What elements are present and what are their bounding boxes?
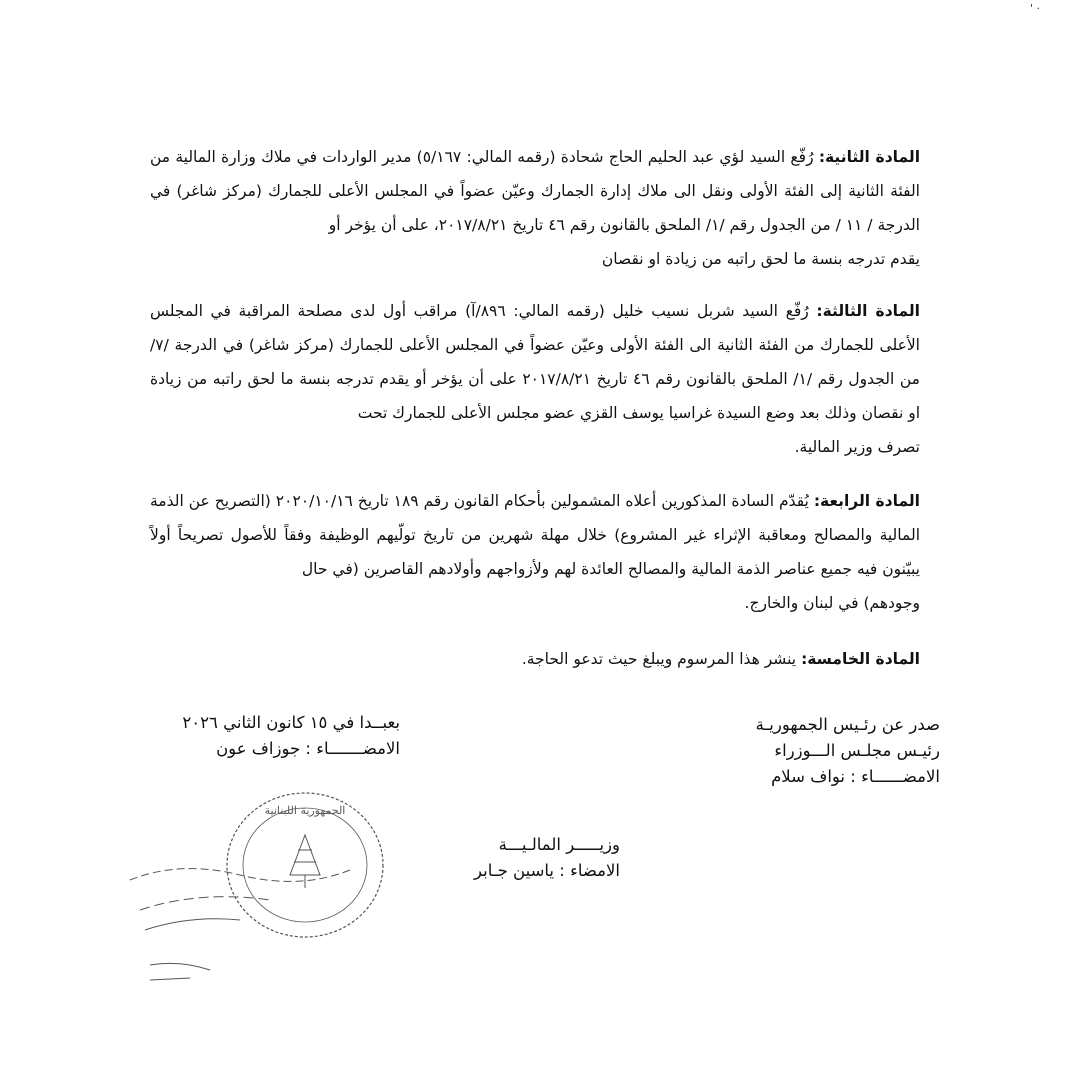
article-fifth-text: ينشر هذا المرسوم ويبلغ حيث تدعو الحاجة.	[521, 650, 797, 668]
signature-pm-title: رئيـس مجلـس الـــوزراء	[774, 741, 940, 760]
signature-pm-name: الامضــــــاء : نواف سلام	[771, 767, 940, 786]
signature-finance-name: الامضاء : ياسين جـابر	[474, 861, 620, 880]
article-third-last-line: تصرف وزير المالية.	[794, 438, 920, 456]
signature-finance-minister	[420, 832, 620, 884]
article-second-text: رُفّع السيد لؤي عبد الحليم الحاج شحادة (رقمه المالي: ٥/١٦٧) مدير الواردات في ملاك وزارة المالية من الفئة الثانية إلى الفئة الأولى ونقل الى ملاك إدارة الجمارك وعيّن عضواً في المجلس الأعلى للجمارك (مركز شاغر) في الدرجة / ١١ / من الجدول رقم /١/ الملحق بالقانون رقم ٤٦ تاريخ ٢٠١٧/٨/٢١، على أن يؤخر أو	[150, 148, 920, 234]
article-fourth	[150, 484, 920, 620]
page-corner-mark: ' ·	[1030, 2, 1041, 15]
article-fifth-title: المادة الخامسة:	[801, 650, 920, 668]
article-third-text: رُفّع السيد شربل نسيب خليل (رقمه المالي: ٨٩٦/آ) مراقب أول لدى مصلحة المراقبة في المجلس الأعلى للجمارك من الفئة الثانية الى الفئة الأولى وعيّن عضواً في المجلس الأعلى للجمارك (مركز شاغر) في الدرجة /٧/ من الجدول رقم /١/ الملحق بالقانون رقم ٤٦ تاريخ ٢٠١٧/٨/٢١ على أن يؤخر أو يقدم تدرجه بنسة ما لحق راتبه من زيادة او نقصان وذلك بعد وضع السيدة غراسيا يوسف القزي عضو مجلس الأعلى للجمارك تحت	[150, 302, 920, 422]
article-fifth	[150, 642, 920, 676]
article-second	[150, 140, 920, 276]
article-third	[150, 294, 920, 464]
signature-prime-minister	[690, 712, 940, 790]
article-second-last-line: يقدم تدرجه بنسة ما لحق راتبه من زيادة او نقصان	[601, 250, 920, 268]
signature-president	[140, 710, 400, 762]
article-third-title: المادة الثالثة:	[816, 302, 920, 320]
signature-president-place-date: بعبــدا في ١٥ كانون الثاني ٢٠٢٦	[182, 713, 400, 732]
article-second-title: المادة الثانية:	[818, 148, 921, 166]
article-fourth-text: يُقدّم السادة المذكورين أعلاه المشمولين بأحكام القانون رقم ١٨٩ تاريخ ٢٠٢٠/١٠/١٦ (التصريح عن الذمة المالية والمصالح ومعاقبة الإثراء غير المشروع) خلال مهلة شهرين من تاريخ تولّيهم الوظيفة وفقاً للأصول تصريحاً أولاً يبيّنون فيه جميع عناصر الذمة المالية والمصالح العائدة لهم ولأزواجهم وأولادهم القاصرين (في حال	[150, 492, 920, 578]
article-fourth-title: المادة الرابعة:	[813, 492, 920, 510]
seal-inscription: الجمهورية اللبنانية	[264, 804, 346, 817]
signature-issued-by: صدر عن رئـيس الجمهوريـة	[755, 715, 940, 734]
signature-finance-title: وزيـــــر المالـيـــة	[498, 835, 620, 854]
article-fourth-last-line: وجودهم) في لبنان والخارج.	[744, 594, 920, 612]
signature-president-name: الامضـــــــاء : جوزاف عون	[216, 739, 400, 758]
presidency-seal	[120, 780, 400, 990]
